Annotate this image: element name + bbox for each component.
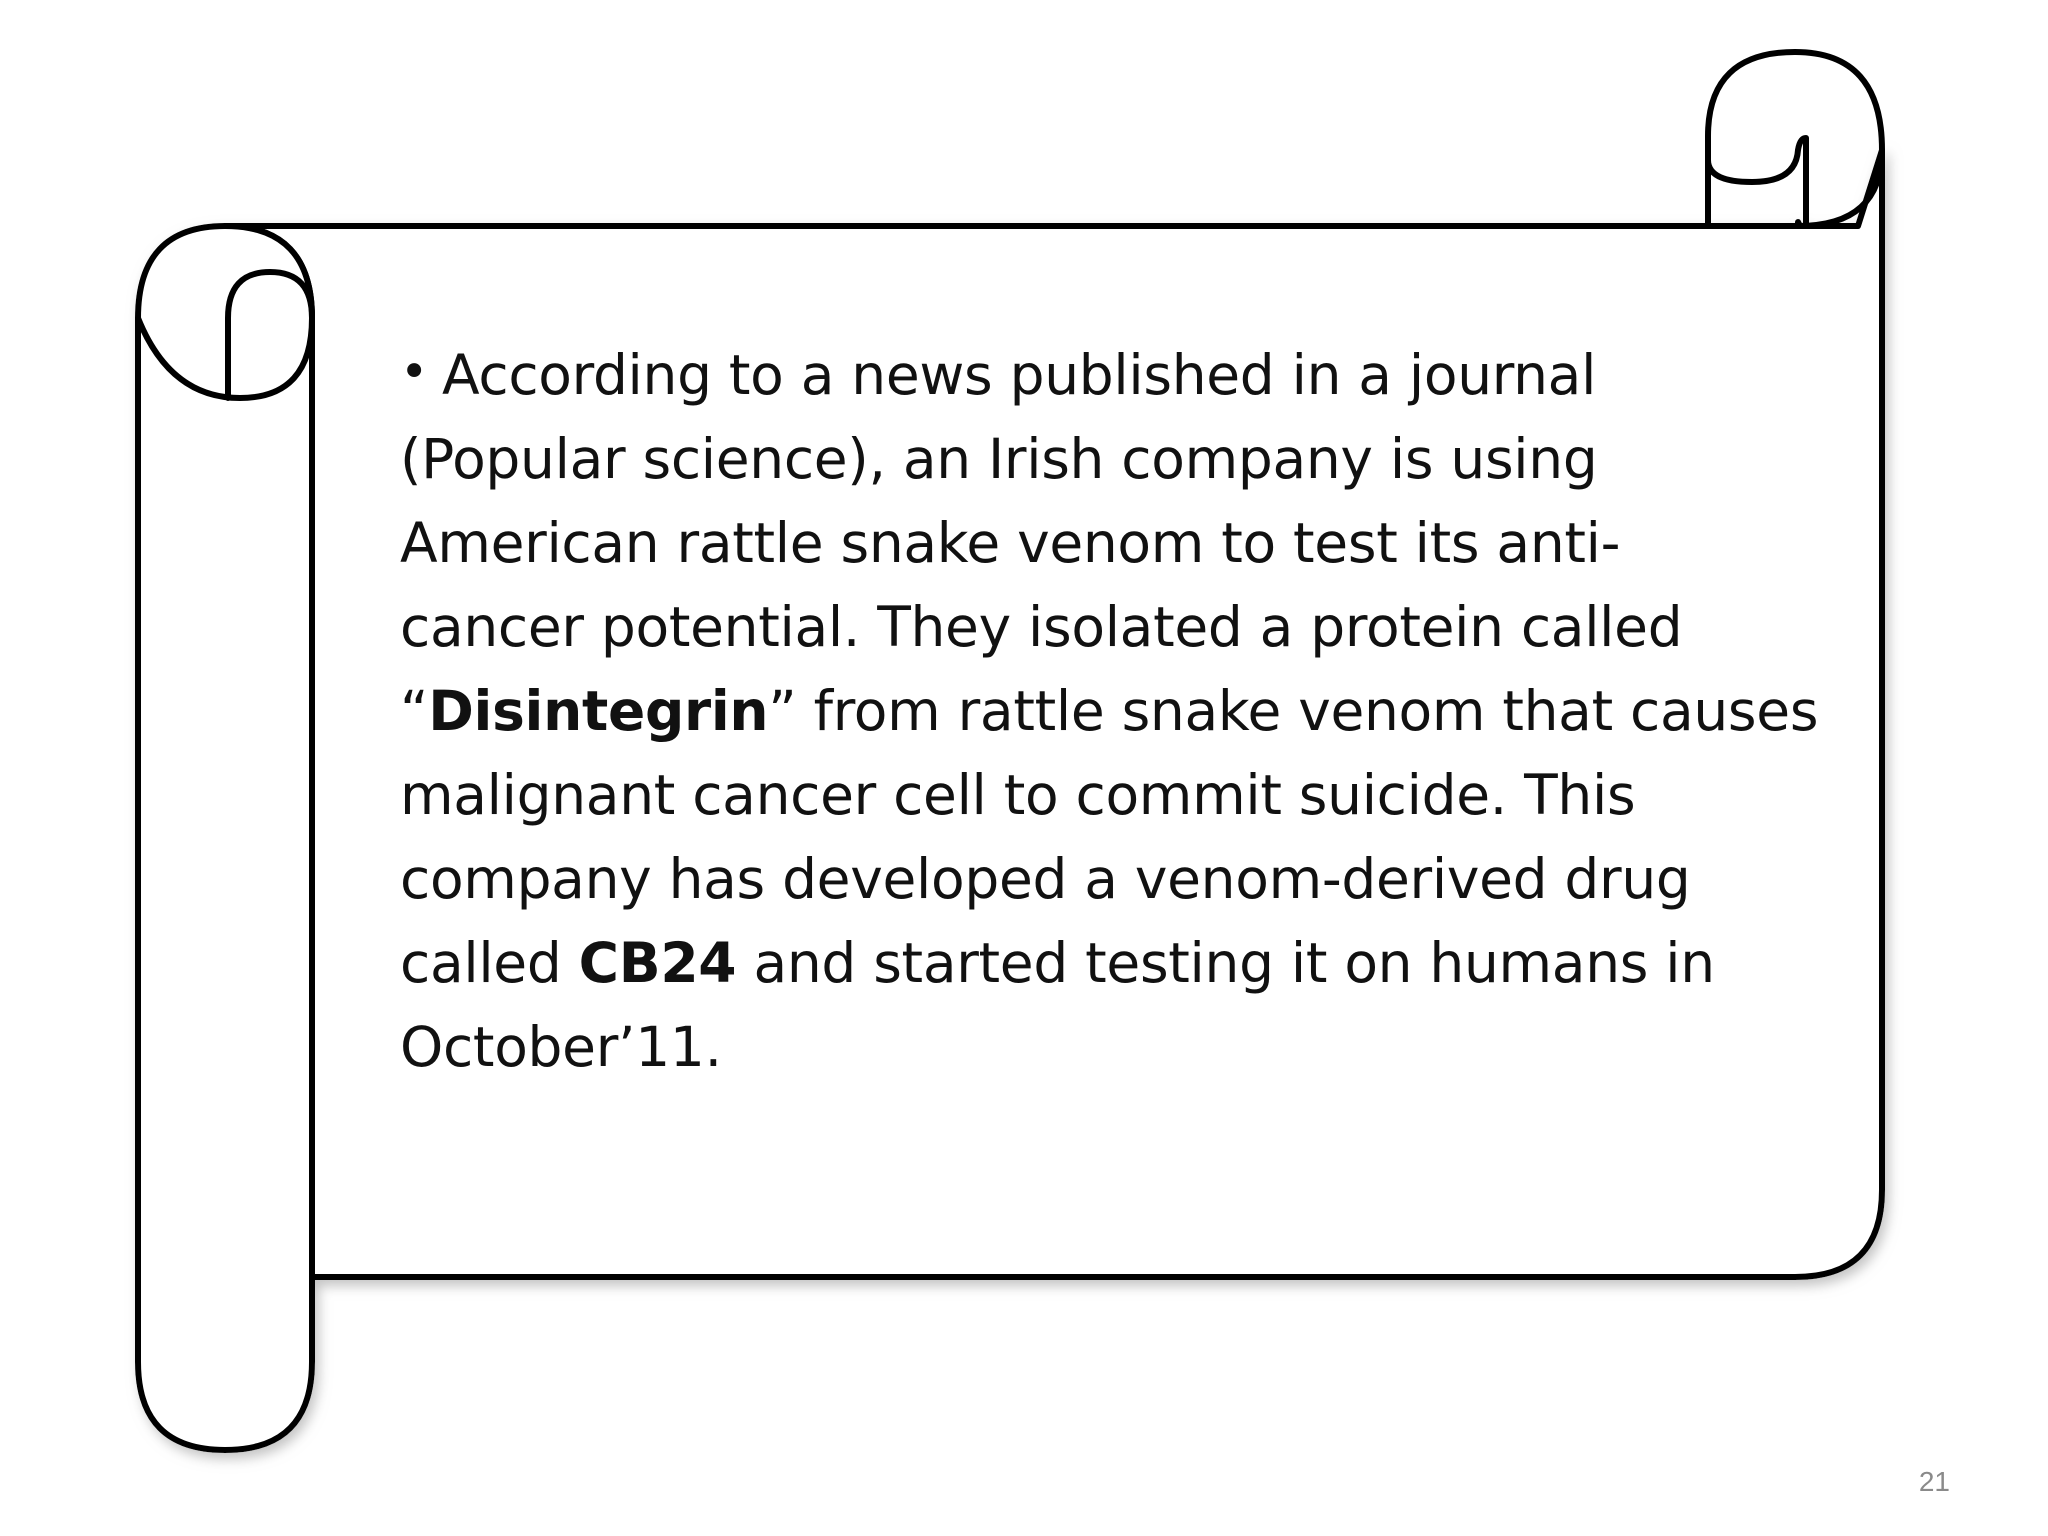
slide-number: 21 bbox=[1918, 1466, 1950, 1497]
text-line-2: (Popular science), an Irish company is using bbox=[400, 427, 1598, 491]
text-line-6: malignant cancer cell to commit suicide. This bbox=[400, 763, 1636, 827]
text-line-3: American rattle snake venom to test its anti- bbox=[400, 511, 1621, 575]
text-line-7: company has developed a venom-derived drug bbox=[400, 847, 1691, 911]
term-cb24: CB24 bbox=[578, 931, 737, 995]
scroll-right-curl bbox=[1708, 138, 1882, 226]
scroll-left-roll bbox=[138, 226, 312, 1450]
text-line-4: cancer potential. They isolated a protein called bbox=[400, 595, 1683, 659]
bullet-text-block bbox=[400, 330, 1840, 1089]
term-disintegrin: Disintegrin bbox=[428, 679, 769, 743]
text-line-5 bbox=[400, 669, 1840, 753]
bullet-paragraph bbox=[400, 330, 1840, 1089]
text-line-1 bbox=[400, 330, 1840, 417]
text-line-8-post: and started testing it on humans in bbox=[736, 931, 1715, 995]
text-line-5-pre: “ bbox=[400, 679, 429, 743]
text-line-9: October’11. bbox=[400, 1015, 722, 1079]
scroll-right-roll bbox=[1708, 52, 1882, 226]
text-line-8-pre: called bbox=[400, 931, 579, 995]
text-line-1-content: According to a news published in a journal bbox=[442, 343, 1597, 407]
bullet-dot-icon: • bbox=[400, 344, 429, 400]
text-line-8 bbox=[400, 921, 1840, 1005]
text-line-5-post: ” from rattle snake venom that causes bbox=[768, 679, 1819, 743]
